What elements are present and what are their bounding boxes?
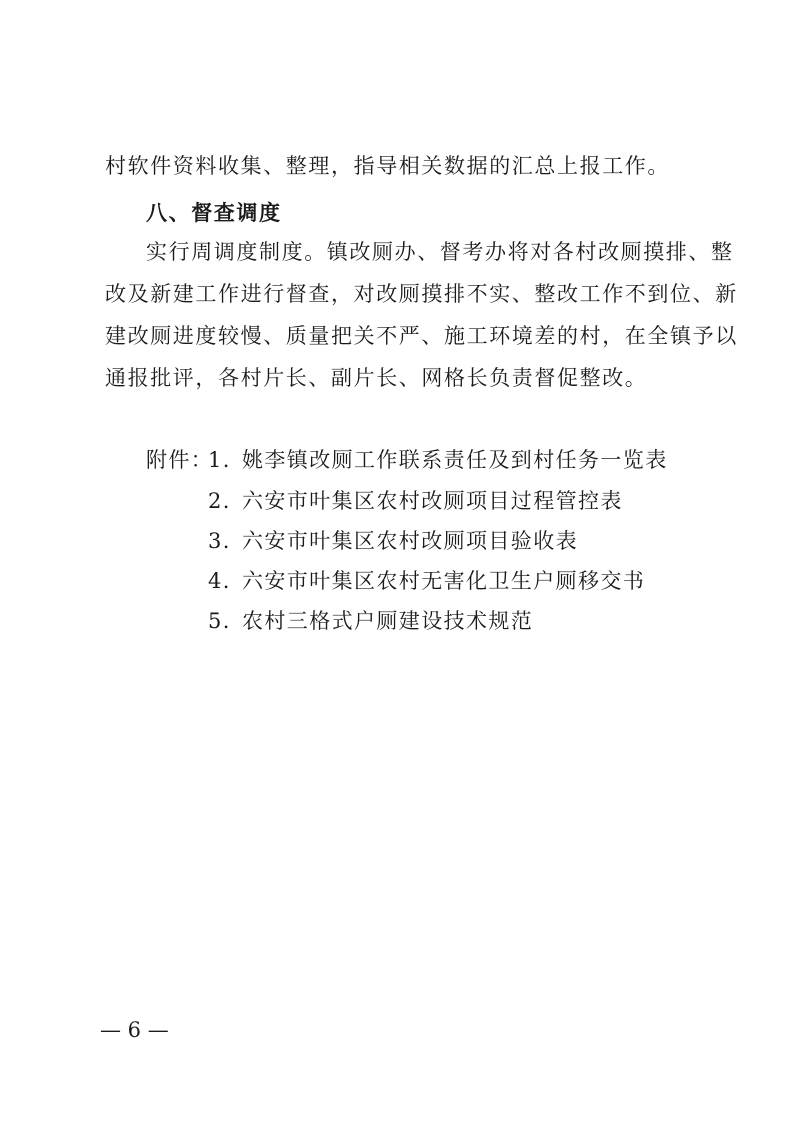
- attachment-number: 1.: [208, 448, 231, 472]
- paragraph-line: 通报批评，各村片长、副片长、网格长负责督促整改。: [105, 366, 648, 390]
- attachment-item: [208, 607, 533, 635]
- paragraph-line: 村软件资料收集、整理，指导相关数据的汇总上报工作。: [105, 154, 670, 178]
- paragraph-line: 建改厕进度较慢、质量把关不严、施工环境差的村，在全镇予以: [105, 324, 738, 348]
- attachment-title: 农村三格式户厕建设技术规范: [242, 609, 534, 633]
- attachment-number: 2.: [208, 489, 231, 513]
- paragraph-line: 改及新建工作进行督查，对改厕摸排不实、整改工作不到位、新: [105, 282, 738, 306]
- section-heading: 八、督查调度: [146, 201, 282, 225]
- paragraph-line: 实行周调度制度。镇改厕办、督考办将对各村改厕摸排、整: [146, 240, 734, 264]
- attachment-item: [208, 567, 645, 595]
- attachment-title: 六安市叶集区农村改厕项目过程管控表: [242, 489, 623, 513]
- attachment-item: [208, 446, 668, 474]
- attachment-number: 3.: [208, 529, 231, 553]
- attachment-number: 4.: [208, 569, 231, 593]
- attachment-number: 5.: [208, 609, 231, 633]
- attachment-item: [208, 487, 623, 515]
- attachment-title: 姚李镇改厕工作联系责任及到村任务一览表: [242, 448, 668, 472]
- attachments-label: 附件：: [146, 448, 214, 472]
- attachment-item: [208, 527, 578, 555]
- attachment-title: 六安市叶集区农村无害化卫生户厕移交书: [242, 569, 646, 593]
- attachment-title: 六安市叶集区农村改厕项目验收表: [242, 529, 578, 553]
- page-number: — 6 —: [100, 1018, 169, 1042]
